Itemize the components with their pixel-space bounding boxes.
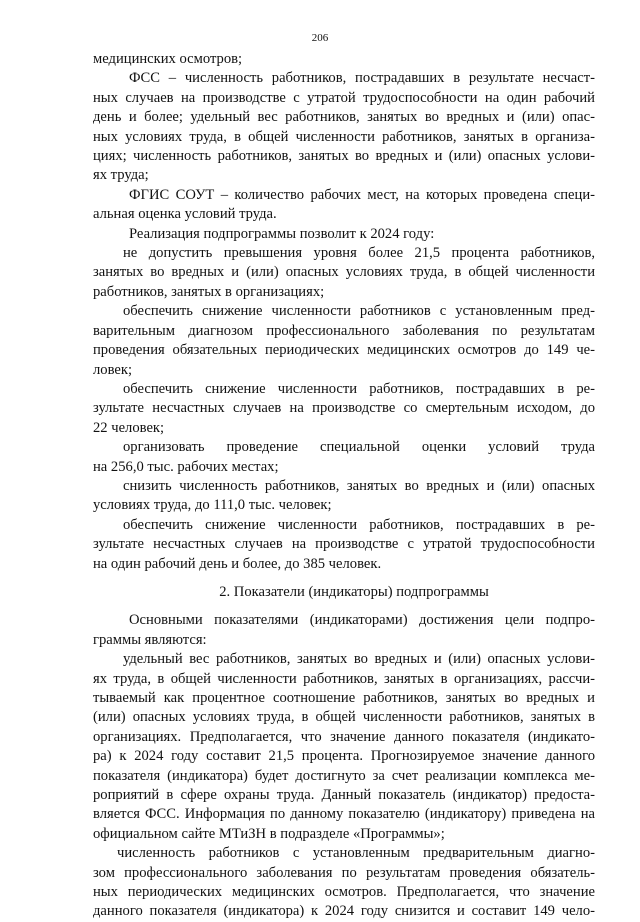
text-line: организациях. Предполагается, что значение данного показателя (индикато- <box>93 728 595 745</box>
text-line: день и более; удельный вес работников, занятых во вредных и (или) опас- <box>93 109 595 126</box>
text-line: официальном сайте МТиЗН в подразделе «Программы»; <box>93 825 445 842</box>
text-line: медицинских осмотров; <box>93 51 243 67</box>
text-line: ФСС – численность работников, пострадавших в результате несчаст- <box>129 70 595 87</box>
text-line: обеспечить снижение численности работников, пострадавших в ре- <box>123 380 595 397</box>
text-line: зом профессионального заболевания по результатам проведения обязатель- <box>93 864 595 881</box>
text-line: тываемый как процентное соотношение работников, занятых во вредных и <box>93 690 595 706</box>
text-line: снизить численность работников, занятых во вредных и (или) опасных <box>123 477 595 494</box>
page-number: 206 <box>311 32 329 44</box>
text-line: варительным диагнозом профессионального заболевания по результатам <box>93 322 595 339</box>
text-line: вляется ФСС. Информация по данному показателю (индикатору) приведена на <box>93 806 595 823</box>
text-line: обеспечить снижение численности работников, пострадавших в ре- <box>123 516 595 533</box>
text-line: (или) опасных условиях труда, в общей численности работников, занятых в <box>93 709 595 726</box>
text-line: альная оценка условий труда. <box>93 206 277 223</box>
section-heading: 2. Показатели (индикаторы) подпрограммы <box>219 583 489 600</box>
text-line: условиях труда, до 111,0 тыс. человек; <box>93 497 332 514</box>
text-line: ных случаев на производстве с утратой трудоспособности на один рабочий <box>93 89 595 106</box>
text-line: ра) к 2024 году составит 21,5 процента. Прогнозируемое значение данного <box>93 748 595 765</box>
text-line: организовать проведение специальной оценки условий труда <box>123 439 595 456</box>
text-line: ях труда; <box>93 167 149 184</box>
text-line: ных периодических медицинских осмотров. Предполагается, что значение <box>93 884 595 901</box>
text-line: роприятий в сфере охраны труда. Данный показатель (индикатор) предоста- <box>93 787 595 804</box>
text-line: ловек; <box>93 361 133 378</box>
document-body <box>93 50 595 922</box>
text-line: удельный вес работников, занятых во вредных и (или) опасных услови- <box>123 651 595 668</box>
intro-paragraphs <box>93 50 595 574</box>
text-line: ях труда, в общей численности работников, занятых в организациях, рассчи- <box>93 670 595 687</box>
text-line: зультате несчастных случаев на производстве с утратой трудоспособности <box>93 536 595 553</box>
text-line: граммы являются: <box>93 631 207 648</box>
text-line: численность работников с установленным предварительным диагно- <box>117 845 595 862</box>
text-line: работников, занятых в организациях; <box>93 283 325 300</box>
section-paragraphs <box>93 611 595 922</box>
text-line: зультате несчастных случаев на производстве со смертельным исходом, до <box>93 400 595 417</box>
text-line: Основными показателями (индикаторами) достижения цели подпро- <box>129 612 595 629</box>
text-line: на 256,0 тыс. рабочих местах; <box>93 458 279 475</box>
text-line: ФГИС СОУТ – количество рабочих мест, на которых проведена специ- <box>129 186 595 203</box>
text-line: не допустить превышения уровня более 21,5 процента работников, <box>123 245 595 262</box>
text-line: данного показателя (индикатора) к 2024 году снизится и составит 149 чело- <box>93 903 595 920</box>
text-line: 22 человек; <box>93 419 165 436</box>
text-line: на один рабочий день и более, до 385 человек. <box>93 555 382 572</box>
text-line: циях; численность работников, занятых во вредных и (или) опасных услови- <box>93 148 595 165</box>
text-line: Реализация подпрограммы позволит к 2024 году: <box>129 225 435 242</box>
text-line: проведения обязательных периодических медицинских осмотров до 149 че- <box>93 342 595 359</box>
text-line: ных условиях труда, в общей численности работников, занятых в организа- <box>93 128 595 145</box>
text-line: занятых во вредных и (или) опасных условиях труда, в общей численности <box>93 264 595 281</box>
text-line: обеспечить снижение численности работников с установленным пред- <box>123 303 595 320</box>
text-line: показателя (индикатора) будет достигнуто за счет реализации комплекса ме- <box>93 767 595 784</box>
